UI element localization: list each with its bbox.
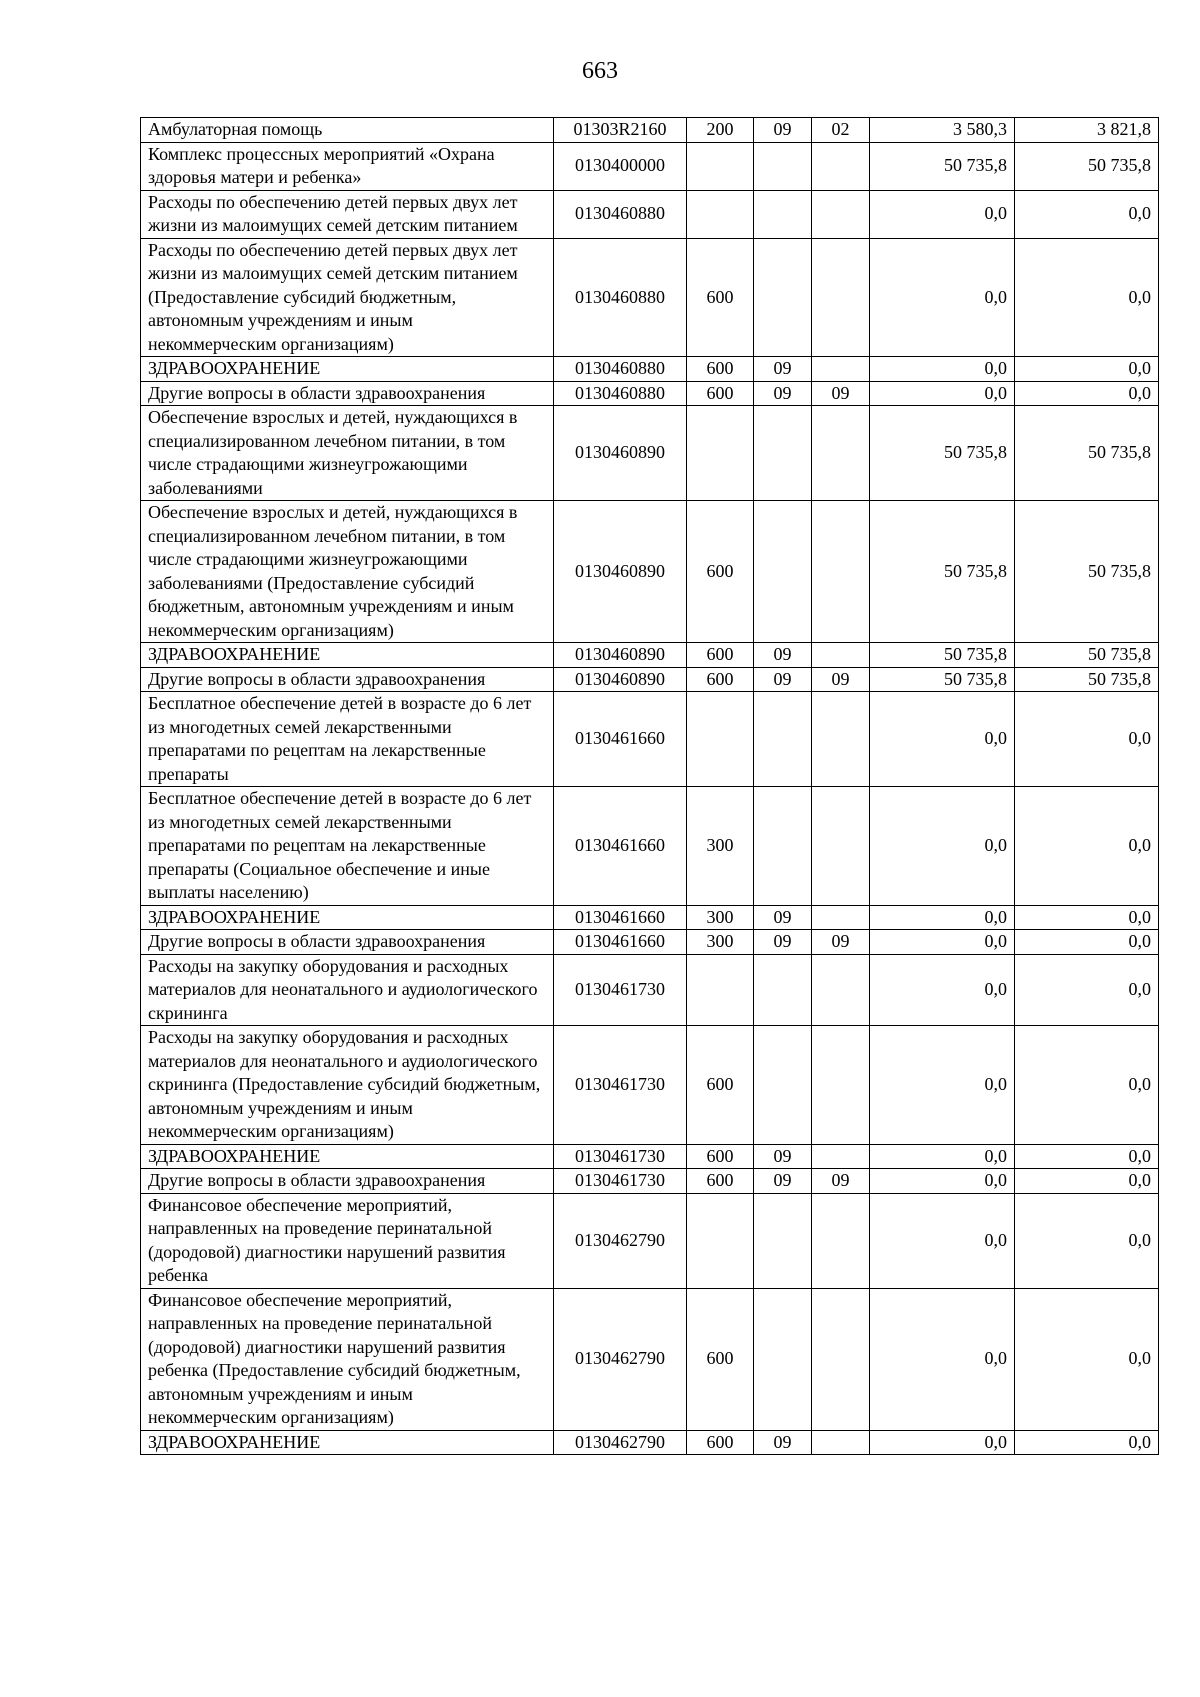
cell-amount-year-2: 0,0 [1015,357,1159,382]
table-row [141,406,1159,501]
cell-amount-year-1: 0,0 [870,381,1015,406]
cell-expense-type: 600 [687,501,754,643]
cell-amount-year-1: 0,0 [870,787,1015,906]
cell-section: 09 [754,357,812,382]
table-body [141,118,1159,1455]
table-row [141,1288,1159,1430]
table-row [141,1193,1159,1288]
cell-amount-year-1: 0,0 [870,190,1015,238]
cell-section [754,787,812,906]
cell-amount-year-1: 0,0 [870,1193,1015,1288]
cell-subsection [812,643,870,668]
budget-table [140,117,1159,1455]
cell-subsection [812,1430,870,1455]
table-row [141,930,1159,955]
cell-expense-type: 600 [687,1144,754,1169]
cell-subsection [812,787,870,906]
cell-amount-year-2: 0,0 [1015,954,1159,1026]
cell-section [754,501,812,643]
cell-amount-year-1: 50 735,8 [870,501,1015,643]
cell-subsection [812,954,870,1026]
cell-name: Обеспечение взрослых и детей, нуждающихся в специализированном лечебном питании, в том числе страдающими жизнеугрожающими заболеваниями (Предоставление субсидий бюджетным, автономным учреждениям и иным некоммерческим организациям) [141,501,554,643]
cell-subsection [812,406,870,501]
cell-subsection: 09 [812,667,870,692]
cell-amount-year-2: 0,0 [1015,238,1159,357]
cell-target-code: 0130462790 [554,1193,687,1288]
cell-expense-type [687,692,754,787]
cell-expense-type: 300 [687,930,754,955]
table-row [141,787,1159,906]
cell-subsection [812,905,870,930]
cell-target-code: 0130462790 [554,1288,687,1430]
cell-name: ЗДРАВООХРАНЕНИЕ [141,1144,554,1169]
cell-target-code: 0130461660 [554,692,687,787]
cell-expense-type: 600 [687,667,754,692]
cell-name: Расходы на закупку оборудования и расходных материалов для неонатального и аудиологического скрининга (Предоставление субсидий бюджетным, автономным учреждениям и иным некоммерческим организациям) [141,1026,554,1145]
table-row [141,1169,1159,1194]
table-row [141,381,1159,406]
cell-name: Финансовое обеспечение мероприятий, направленных на проведение перинатальной (дородовой) диагностики нарушений развития ребенка [141,1193,554,1288]
cell-subsection: 09 [812,930,870,955]
table-row [141,905,1159,930]
cell-expense-type: 600 [687,357,754,382]
cell-name: Бесплатное обеспечение детей в возрасте до 6 лет из многодетных семей лекарственными препаратами по рецептам на лекарственные препараты [141,692,554,787]
cell-target-code: 0130460890 [554,501,687,643]
cell-name: ЗДРАВООХРАНЕНИЕ [141,357,554,382]
page-number: 663 [582,58,618,84]
cell-amount-year-1: 3 580,3 [870,118,1015,143]
cell-amount-year-1: 0,0 [870,1288,1015,1430]
cell-target-code: 0130460880 [554,381,687,406]
cell-amount-year-1: 0,0 [870,954,1015,1026]
cell-amount-year-1: 50 735,8 [870,406,1015,501]
cell-name: Другие вопросы в области здравоохранения [141,381,554,406]
cell-name: Другие вопросы в области здравоохранения [141,667,554,692]
cell-amount-year-2: 50 735,8 [1015,142,1159,190]
cell-amount-year-2: 0,0 [1015,692,1159,787]
cell-section [754,238,812,357]
cell-expense-type [687,954,754,1026]
cell-amount-year-2: 0,0 [1015,905,1159,930]
cell-expense-type: 300 [687,905,754,930]
cell-amount-year-1: 0,0 [870,238,1015,357]
cell-subsection [812,692,870,787]
cell-section [754,692,812,787]
table-row [141,692,1159,787]
cell-amount-year-2: 50 735,8 [1015,406,1159,501]
cell-target-code: 0130460890 [554,406,687,501]
cell-subsection [812,142,870,190]
cell-target-code: 0130461660 [554,930,687,955]
table-row [141,1144,1159,1169]
cell-name: ЗДРАВООХРАНЕНИЕ [141,1430,554,1455]
cell-section: 09 [754,905,812,930]
cell-section: 09 [754,1430,812,1455]
cell-expense-type: 300 [687,787,754,906]
table-row [141,118,1159,143]
cell-target-code: 0130461730 [554,954,687,1026]
cell-name: Обеспечение взрослых и детей, нуждающихся в специализированном лечебном питании, в том числе страдающими жизнеугрожающими заболеваниями [141,406,554,501]
cell-name: Расходы по обеспечению детей первых двух лет жизни из малоимущих семей детским питанием (Предоставление субсидий бюджетным, автономным учреждениям и иным некоммерческим организациям) [141,238,554,357]
cell-target-code: 0130461660 [554,787,687,906]
cell-amount-year-2: 0,0 [1015,787,1159,906]
cell-amount-year-2: 0,0 [1015,381,1159,406]
cell-name: Другие вопросы в области здравоохранения [141,930,554,955]
cell-expense-type: 200 [687,118,754,143]
table-row [141,142,1159,190]
cell-expense-type: 600 [687,1026,754,1145]
cell-subsection [812,1144,870,1169]
cell-expense-type: 600 [687,1288,754,1430]
cell-expense-type: 600 [687,381,754,406]
cell-expense-type [687,406,754,501]
cell-section: 09 [754,1144,812,1169]
cell-amount-year-2: 0,0 [1015,930,1159,955]
cell-expense-type [687,190,754,238]
cell-amount-year-1: 50 735,8 [870,142,1015,190]
table-row [141,357,1159,382]
cell-section [754,954,812,1026]
cell-subsection [812,1193,870,1288]
cell-subsection [812,190,870,238]
table-row [141,238,1159,357]
cell-subsection [812,357,870,382]
cell-section [754,1026,812,1145]
table-row [141,643,1159,668]
cell-name: Другие вопросы в области здравоохранения [141,1169,554,1194]
cell-target-code: 0130461730 [554,1169,687,1194]
table-row [141,1430,1159,1455]
cell-section: 09 [754,643,812,668]
cell-expense-type: 600 [687,238,754,357]
cell-amount-year-1: 50 735,8 [870,643,1015,668]
cell-target-code: 0130461730 [554,1144,687,1169]
cell-amount-year-1: 0,0 [870,930,1015,955]
cell-name: Финансовое обеспечение мероприятий, направленных на проведение перинатальной (дородовой) диагностики нарушений развития ребенка (Предоставление субсидий бюджетным, автономным учреждениям и иным некоммерческим организациям) [141,1288,554,1430]
cell-amount-year-1: 0,0 [870,692,1015,787]
table-row [141,954,1159,1026]
cell-subsection [812,238,870,357]
cell-target-code: 0130460880 [554,357,687,382]
cell-name: Расходы на закупку оборудования и расходных материалов для неонатального и аудиологического скрининга [141,954,554,1026]
cell-name: ЗДРАВООХРАНЕНИЕ [141,905,554,930]
cell-amount-year-2: 0,0 [1015,1144,1159,1169]
cell-section: 09 [754,381,812,406]
cell-section: 09 [754,118,812,143]
cell-amount-year-1: 0,0 [870,1144,1015,1169]
table-row [141,667,1159,692]
cell-name: Комплекс процессных мероприятий «Охрана здоровья матери и ребенка» [141,142,554,190]
cell-section [754,1288,812,1430]
cell-name: Бесплатное обеспечение детей в возрасте до 6 лет из многодетных семей лекарственными препаратами по рецептам на лекарственные препараты (Социальное обеспечение и иные выплаты населению) [141,787,554,906]
cell-expense-type: 600 [687,1169,754,1194]
cell-amount-year-2: 50 735,8 [1015,501,1159,643]
cell-amount-year-1: 0,0 [870,1430,1015,1455]
cell-section: 09 [754,667,812,692]
cell-amount-year-1: 0,0 [870,905,1015,930]
cell-section: 09 [754,1169,812,1194]
cell-name: ЗДРАВООХРАНЕНИЕ [141,643,554,668]
cell-expense-type: 600 [687,1430,754,1455]
cell-target-code: 0130460880 [554,238,687,357]
cell-subsection: 02 [812,118,870,143]
cell-target-code: 0130461660 [554,905,687,930]
cell-amount-year-2: 50 735,8 [1015,643,1159,668]
cell-subsection: 09 [812,381,870,406]
cell-target-code: 0130460890 [554,643,687,668]
cell-section [754,190,812,238]
cell-subsection [812,1026,870,1145]
cell-section [754,406,812,501]
cell-target-code: 0130460890 [554,667,687,692]
cell-target-code: 0130460880 [554,190,687,238]
cell-target-code: 0130461730 [554,1026,687,1145]
table-row [141,501,1159,643]
cell-amount-year-2: 0,0 [1015,1288,1159,1430]
cell-expense-type: 600 [687,643,754,668]
cell-amount-year-1: 50 735,8 [870,667,1015,692]
cell-amount-year-2: 0,0 [1015,1430,1159,1455]
cell-subsection [812,1288,870,1430]
cell-amount-year-1: 0,0 [870,1026,1015,1145]
cell-amount-year-2: 0,0 [1015,1193,1159,1288]
cell-amount-year-2: 3 821,8 [1015,118,1159,143]
cell-target-code: 01303R2160 [554,118,687,143]
cell-section: 09 [754,930,812,955]
cell-section [754,142,812,190]
cell-expense-type [687,1193,754,1288]
cell-amount-year-2: 50 735,8 [1015,667,1159,692]
cell-target-code: 0130400000 [554,142,687,190]
cell-target-code: 0130462790 [554,1430,687,1455]
cell-subsection [812,501,870,643]
table-row [141,1026,1159,1145]
cell-amount-year-1: 0,0 [870,1169,1015,1194]
cell-expense-type [687,142,754,190]
cell-subsection: 09 [812,1169,870,1194]
cell-name: Амбулаторная помощь [141,118,554,143]
table-row [141,190,1159,238]
cell-name: Расходы по обеспечению детей первых двух лет жизни из малоимущих семей детским питанием [141,190,554,238]
cell-amount-year-2: 0,0 [1015,1026,1159,1145]
cell-amount-year-1: 0,0 [870,357,1015,382]
cell-amount-year-2: 0,0 [1015,190,1159,238]
cell-section [754,1193,812,1288]
cell-amount-year-2: 0,0 [1015,1169,1159,1194]
